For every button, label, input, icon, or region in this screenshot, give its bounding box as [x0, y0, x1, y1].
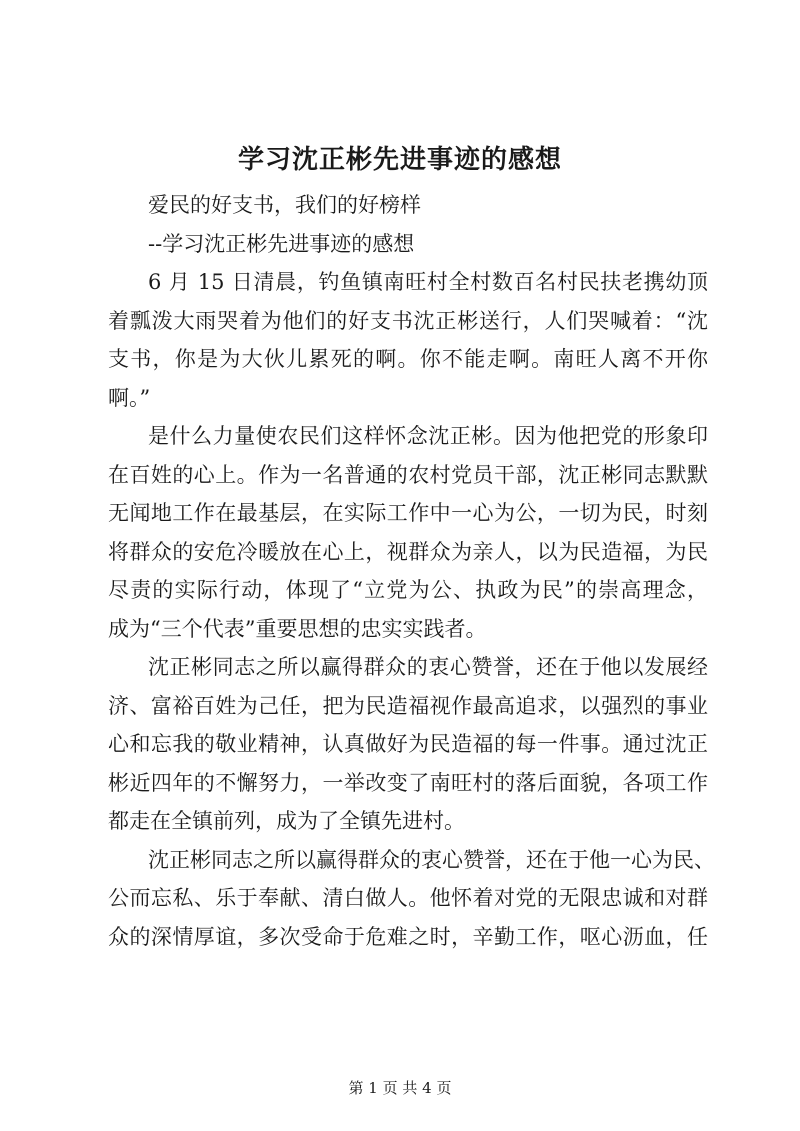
- text-line: 尽责的实际行动，体现了“立党为公、执政为民”的崇高理念，: [108, 578, 708, 602]
- text-line: 在百姓的心上。作为一名普通的农村党员干部，沈正彬同志默默: [108, 462, 708, 487]
- text-line: 众的深情厚谊，多次受命于危难之时，辛勤工作，呕心沥血，任: [108, 924, 708, 949]
- text-line: 支书，你是为大伙儿累死的啊。你不能走啊。南旺人离不开你: [108, 347, 708, 371]
- text-line: 啊。”: [108, 385, 151, 410]
- text-line: 彬近四年的不懈努力，一举改变了南旺村的落后面貌，各项工作: [108, 770, 708, 795]
- document-title: 学习沈正彬先进事迹的感想: [237, 145, 562, 175]
- text-line: 都走在全镇前列，成为了全镇先进村。: [108, 809, 465, 833]
- subtitle-line: 爱民的好支书，我们的好榜样: [148, 193, 421, 217]
- text-line: 6 月 15 日清晨，钓鱼镇南旺村全村数百名村民扶老携幼顶: [148, 270, 708, 294]
- text-line: 心和忘我的敬业精神，认真做好为民造福的每一件事。通过沈正: [108, 732, 708, 756]
- text-line: 沈正彬同志之所以赢得群众的衷心赞誉，还在于他一心为民、: [148, 847, 715, 872]
- text-line: 将群众的安危冷暖放在心上，视群众为亲人，以为民造福，为民: [108, 539, 708, 564]
- document-body: [108, 186, 715, 956]
- page-number: 第 1 页 共 4 页: [348, 1079, 452, 1097]
- subtitle-line: --学习沈正彬先进事迹的感想: [148, 231, 415, 256]
- text-line: 济、富裕百姓为己任，把为民造福视作最高追求，以强烈的事业: [108, 693, 708, 718]
- text-line: 着瓢泼大雨哭着为他们的好支书沈正彬送行，人们哭喊着：“沈: [108, 308, 708, 333]
- text-line: 成为“三个代表”重要思想的忠实实践者。: [108, 616, 487, 641]
- text-line: 公而忘私、乐于奉献、清白做人。他怀着对党的无限忠诚和对群: [108, 886, 708, 910]
- text-line: 沈正彬同志之所以赢得群众的衷心赞誉，还在于他以发展经: [148, 655, 708, 679]
- text-line: 是什么力量使农民们这样怀念沈正彬。因为他把党的形象印: [148, 424, 708, 448]
- text-line: 无闻地工作在最基层，在实际工作中一心为公，一切为民，时刻: [108, 501, 708, 525]
